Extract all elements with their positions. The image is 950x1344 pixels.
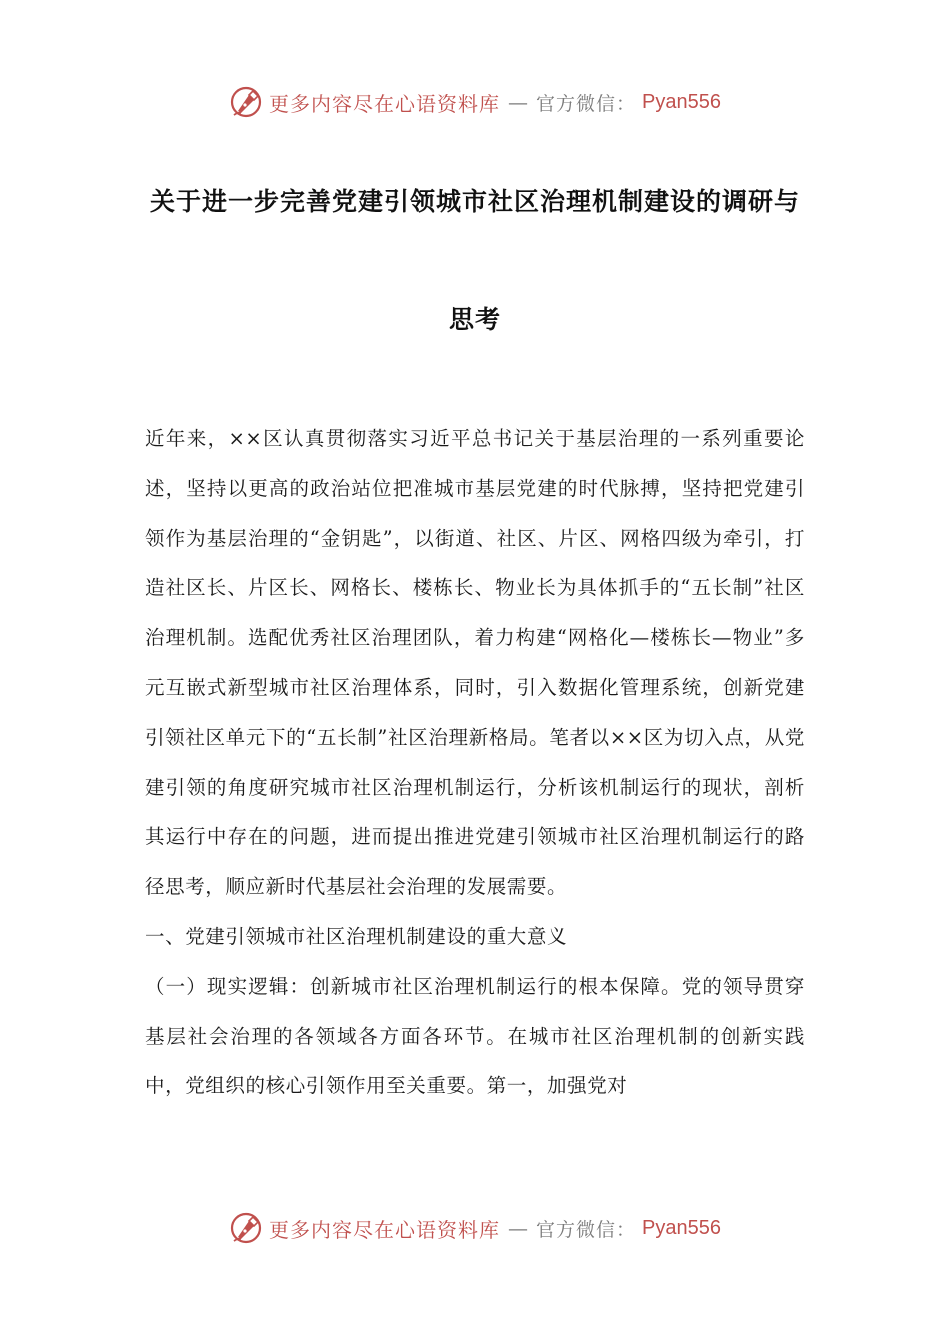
subsection-paragraph: （一）现实逻辑：创新城市社区治理机制运行的根本保障。党的领导贯穿基层社会治理的各领域各方面各环节。在城市社区治理机制的创新实践中，党组织的核心引领作用至关重要。第一，加强党对 xyxy=(145,974,805,1098)
footer-banner xyxy=(0,1208,950,1248)
intro-paragraph: 近年来，××区认真贯彻落实习近平总书记关于基层治理的一系列重要论述，坚持以更高的政治站位把准城市基层党建的时代脉搏，坚持把党建引领作为基层治理的“金钥匙”，以街道、社区、片区、网格四级为牵引，打造社区长、片区长、网格长、楼栋长、物业长为具体抓手的“五长制”社区治理机制。选配优秀社区治理团队，着力构建“网格化—楼栋长—物业”多元互嵌式新型城市社区治理体系，同时，引入数据化管理系统，创新党建引领社区单元下的“五长制”社区治理新格局。笔者以××区为切入点，从党建引领的角度研究城市社区治理机制运行，分析该机制运行的现状，剖析其运行中存在的问题，进而提出推进党建引领城市社区治理机制运行的路径思考，顺应新时代基层社会治理的发展需要。 xyxy=(145,427,805,899)
section-heading: 一、党建引领城市社区治理机制建设的重大意义 xyxy=(145,924,568,948)
banner-separator: — xyxy=(508,90,528,114)
document-title-line-2: 思考 xyxy=(448,305,501,334)
banner-wechat-id: Pyan556 xyxy=(642,1216,721,1239)
header-banner xyxy=(0,82,950,122)
banner-separator: — xyxy=(508,1216,528,1240)
banner-wechat-label: 官方微信： xyxy=(536,92,637,115)
banner-brand-text: 更多内容尽在心语资料库 xyxy=(269,91,500,116)
pen-nib-logo-icon xyxy=(229,1211,263,1245)
banner-wechat-label: 官方微信： xyxy=(536,1218,637,1241)
banner-brand-text: 更多内容尽在心语资料库 xyxy=(269,1217,500,1242)
document-body xyxy=(145,414,805,1111)
document-title-line-1: 关于进一步完善党建引领城市社区治理机制建设的调研与 xyxy=(149,187,800,216)
pen-nib-logo-icon xyxy=(229,85,263,119)
banner-wechat-id: Pyan556 xyxy=(642,90,721,113)
